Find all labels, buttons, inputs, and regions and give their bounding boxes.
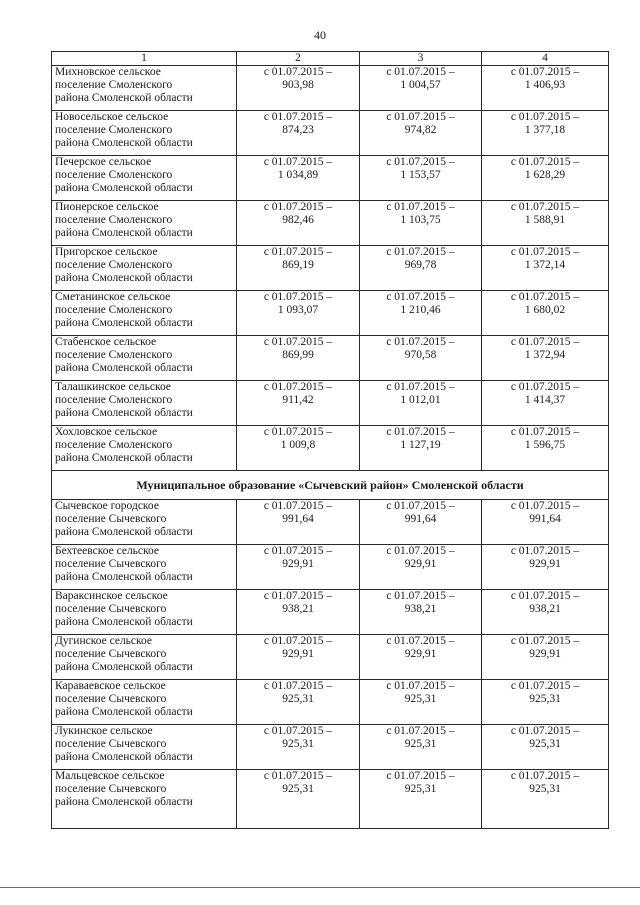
cell-text-line: 1 004,57 [400,79,441,91]
cell-text-line: района Смоленской области [55,706,193,718]
smolensk-district-rows [52,66,609,471]
cell-text-line: с 01.07.2015 – [510,381,580,393]
cell-text-line: 929,91 [404,558,437,570]
cell-text-line: 869,19 [282,259,314,271]
tariff-value-col3 [360,545,482,590]
cell-text-line: Лукинское сельское [55,725,153,737]
cell-text-line: 911,42 [282,394,314,406]
tariff-value-col2 [237,590,360,635]
table-row [52,590,609,635]
cell-text-line: с 01.07.2015 – [510,111,580,123]
cell-text-line: 929,91 [282,558,314,570]
table-row [52,770,609,829]
tariff-value-col3 [360,246,482,291]
cell-text-line: 925,31 [404,693,437,705]
settlement-name [52,725,237,770]
cell-text-line: поселение Смоленского [55,394,173,406]
cell-text-line: района Смоленской области [55,452,193,464]
cell-text-line: с 01.07.2015 – [263,590,333,602]
cell-text-line: с 01.07.2015 – [510,201,580,213]
tariff-value-col4 [482,336,609,381]
column-number: 3 [360,52,482,66]
cell-text-line: Талашкинское сельское [55,381,171,393]
cell-text-line: с 01.07.2015 – [386,66,455,78]
tariff-value-col3 [360,66,482,111]
table-row [52,545,609,590]
settlement-name [52,426,237,471]
cell-text-line: поселение Смоленского [55,79,173,91]
cell-text-line: с 01.07.2015 – [263,291,333,303]
cell-text-line: с 01.07.2015 – [510,426,580,438]
cell-text-line: 1 009,8 [280,439,316,451]
cell-text-line: Мальцевское сельское [55,770,165,782]
tariff-value-col2 [237,246,360,291]
cell-text-line: Караваевское сельское [55,680,166,692]
tariff-value-col4 [482,111,609,156]
cell-text-line: района Смоленской области [55,796,193,808]
cell-text-line: с 01.07.2015 – [263,336,333,348]
cell-text-line: поселение Сычевского [55,558,167,570]
cell-text-line: 1 628,29 [524,169,566,181]
tariff-value-col3 [360,725,482,770]
cell-text-line: с 01.07.2015 – [263,201,333,213]
cell-text-line: с 01.07.2015 – [386,680,455,692]
cell-text-line: Хохловское сельское [55,426,158,438]
settlement-name [52,680,237,725]
cell-text-line: 903,98 [282,79,314,91]
cell-text-line: 929,91 [529,648,561,660]
settlement-name [52,500,237,545]
cell-text-line: с 01.07.2015 – [263,66,333,78]
table-row [52,291,609,336]
cell-text-line: 1 588,91 [524,214,566,226]
settlement-name [52,111,237,156]
settlement-name [52,590,237,635]
cell-text-line: 991,64 [282,513,314,525]
cell-text-line: с 01.07.2015 – [510,635,580,647]
cell-text-line: 991,64 [529,513,561,525]
cell-text-line: 938,21 [404,603,437,615]
cell-text-line: с 01.07.2015 – [386,426,455,438]
tariff-value-col2 [237,500,360,545]
table-row [52,635,609,680]
cell-text-line: района Смоленской области [55,92,193,104]
cell-text-line: с 01.07.2015 – [510,680,580,692]
tariff-table [51,51,609,829]
table-row [52,111,609,156]
tariff-value-col4 [482,770,609,829]
cell-text-line: 1 414,37 [524,394,566,406]
cell-text-line: 929,91 [404,648,437,660]
cell-text-line: поселение Сычевского [55,783,167,795]
cell-text-line: поселение Смоленского [55,259,173,271]
cell-text-line: 1 596,75 [524,439,566,451]
cell-text-line: 1 680,02 [524,304,566,316]
cell-text-line: поселение Смоленского [55,349,173,361]
tariff-value-col2 [237,291,360,336]
table-row [52,680,609,725]
cell-text-line: с 01.07.2015 – [510,725,580,737]
cell-text-line: с 01.07.2015 – [510,336,580,348]
cell-text-line: 1 012,01 [400,394,441,406]
cell-text-line: с 01.07.2015 – [263,500,333,512]
tariff-value-col3 [360,201,482,246]
cell-text-line: района Смоленской области [55,661,193,673]
table-row [52,500,609,545]
cell-text-line: с 01.07.2015 – [510,590,580,602]
cell-text-line: с 01.07.2015 – [263,770,333,782]
cell-text-line: 1 103,75 [400,214,441,226]
cell-text-line: 925,31 [282,738,314,750]
tariff-value-col3 [360,500,482,545]
table-row [52,246,609,291]
cell-text-line: с 01.07.2015 – [510,66,580,78]
cell-text-line: поселение Сычевского [55,738,167,750]
cell-text-line: 969,78 [404,259,437,271]
tariff-value-col2 [237,381,360,426]
cell-text-line: Печерское сельское [55,156,152,168]
settlement-name [52,66,237,111]
cell-text-line: района Смоленской области [55,182,193,194]
section-header-row [52,471,609,500]
cell-text-line: с 01.07.2015 – [263,246,333,258]
cell-text-line: 938,21 [529,603,561,615]
cell-text-line: района Смоленской области [55,272,193,284]
tariff-value-col4 [482,590,609,635]
column-number: 1 [52,52,237,66]
cell-text-line: 925,31 [529,693,561,705]
cell-text-line: 1 210,46 [400,304,441,316]
settlement-name [52,246,237,291]
tariff-value-col3 [360,156,482,201]
sychevsky-district-rows [52,500,609,829]
tariff-value-col3 [360,111,482,156]
cell-text-line: с 01.07.2015 – [386,635,455,647]
cell-text-line: поселение Смоленского [55,214,173,226]
cell-text-line: 929,91 [529,558,561,570]
cell-text-line: с 01.07.2015 – [510,545,580,557]
table-row [52,336,609,381]
tariff-value-col2 [237,201,360,246]
table-row [52,381,609,426]
cell-text-line: поселение Смоленского [55,169,173,181]
cell-text-line: с 01.07.2015 – [386,291,455,303]
tariff-value-col4 [482,156,609,201]
cell-text-line: Бехтеевское сельское [55,545,160,557]
tariff-value-col4 [482,635,609,680]
cell-text-line: 970,58 [404,349,437,361]
cell-text-line: Вараксинское сельское [55,590,168,602]
cell-text-line: района Смоленской области [55,407,193,419]
table-row [52,426,609,471]
cell-text-line: поселение Смоленского [55,124,173,136]
cell-text-line: 925,31 [529,783,561,795]
tariff-value-col3 [360,291,482,336]
cell-text-line: 1 406,93 [524,79,566,91]
cell-text-line: поселение Смоленского [55,304,173,316]
cell-text-line: с 01.07.2015 – [386,201,455,213]
cell-text-line: Пригорское сельское [55,246,158,258]
cell-text-line: с 01.07.2015 – [510,770,580,782]
cell-text-line: поселение Сычевского [55,513,167,525]
tariff-value-col4 [482,201,609,246]
tariff-value-col2 [237,426,360,471]
cell-text-line: с 01.07.2015 – [263,156,333,168]
tariff-value-col2 [237,336,360,381]
cell-text-line: с 01.07.2015 – [386,156,455,168]
cell-text-line: 929,91 [282,648,314,660]
cell-text-line: 938,21 [282,603,314,615]
tariff-value-col3 [360,680,482,725]
cell-text-line: 1 372,94 [524,349,566,361]
cell-text-line: с 01.07.2015 – [386,381,455,393]
cell-text-line: Сычевское городское [55,500,159,512]
cell-text-line: с 01.07.2015 – [386,725,455,737]
column-number: 2 [237,52,360,66]
table-row [52,725,609,770]
cell-text-line: с 01.07.2015 – [386,246,455,258]
cell-text-line: 1 372,14 [524,259,566,271]
cell-text-line: 925,31 [529,738,561,750]
cell-text-line: с 01.07.2015 – [510,156,580,168]
tariff-value-col3 [360,590,482,635]
cell-text-line: Стабенское сельское [55,336,157,348]
settlement-name [52,381,237,426]
settlement-name [52,770,237,829]
tariff-value-col2 [237,156,360,201]
section-header [52,471,609,500]
cell-text-line: поселение Сычевского [55,648,167,660]
cell-text-line: с 01.07.2015 – [263,381,333,393]
settlement-name [52,201,237,246]
table-row [52,66,609,111]
tariff-value-col3 [360,770,482,829]
cell-text-line: района Смоленской области [55,227,193,239]
tariff-value-col2 [237,680,360,725]
cell-text-line: района Смоленской области [55,571,193,583]
cell-text-line: с 01.07.2015 – [386,590,455,602]
cell-text-line: района Смоленской области [55,751,193,763]
tariff-value-col3 [360,381,482,426]
cell-text-line: с 01.07.2015 – [510,500,580,512]
cell-text-line: 869,99 [282,349,314,361]
cell-text-line: 1 034,89 [277,169,319,181]
settlement-name [52,545,237,590]
tariff-value-col4 [482,246,609,291]
cell-text-line: 991,64 [404,513,437,525]
tariff-value-col4 [482,680,609,725]
tariff-value-col3 [360,635,482,680]
cell-text-line: с 01.07.2015 – [263,680,333,692]
cell-text-line: с 01.07.2015 – [386,500,455,512]
cell-text-line: 1 153,57 [400,169,441,181]
column-number: 4 [482,52,609,66]
footer-rule [0,887,640,888]
column-number-row [52,52,609,66]
cell-text-line: 925,31 [404,738,437,750]
cell-text-line: с 01.07.2015 – [263,545,333,557]
page-number: 40 [314,28,326,42]
tariff-value-col4 [482,725,609,770]
cell-text-line: 1 127,19 [400,439,441,451]
settlement-name [52,291,237,336]
cell-text-line: с 01.07.2015 – [386,111,455,123]
tariff-value-col4 [482,500,609,545]
tariff-value-col2 [237,66,360,111]
cell-text-line: с 01.07.2015 – [510,291,580,303]
tariff-value-col4 [482,545,609,590]
cell-text-line: с 01.07.2015 – [263,426,333,438]
cell-text-line: с 01.07.2015 – [510,246,580,258]
cell-text-line: поселение Сычевского [55,603,167,615]
tariff-value-col4 [482,381,609,426]
cell-text-line: поселение Смоленского [55,439,173,451]
cell-text-line: Михновское сельское [55,66,161,78]
cell-text-line: Новосельское сельское [55,111,169,123]
cell-text-line: с 01.07.2015 – [386,545,455,557]
cell-text-line: поселение Сычевского [55,693,167,705]
tariff-value-col2 [237,725,360,770]
cell-text-line: 925,31 [282,783,314,795]
cell-text-line: Сметанинское сельское [55,291,171,303]
cell-text-line: района Смоленской области [55,317,193,329]
cell-text-line: 1 377,18 [524,124,566,136]
tariff-value-col2 [237,770,360,829]
settlement-name [52,635,237,680]
cell-text-line: с 01.07.2015 – [386,770,455,782]
cell-text-line: района Смоленской области [55,137,193,149]
cell-text-line: 925,31 [404,783,437,795]
cell-text-line: района Смоленской области [55,362,193,374]
tariff-value-col4 [482,66,609,111]
cell-text-line: с 01.07.2015 – [263,111,333,123]
tariff-value-col2 [237,111,360,156]
cell-text-line: 982,46 [282,214,314,226]
cell-text-line: с 01.07.2015 – [263,635,333,647]
cell-text-line: Пионерское сельское [55,201,159,213]
tariff-value-col4 [482,426,609,471]
cell-text-line: с 01.07.2015 – [263,725,333,737]
cell-text-line: 925,31 [282,693,314,705]
cell-text-line: 974,82 [404,124,437,136]
cell-text-line: Дугинское сельское [55,635,153,647]
settlement-name [52,336,237,381]
tariff-value-col3 [360,426,482,471]
settlement-name [52,156,237,201]
table-row [52,201,609,246]
cell-text-line: 874,23 [282,124,314,136]
tariff-value-col4 [482,291,609,336]
section-title: Муниципальное образование «Сычевский район» Смоленской области [52,471,609,500]
tariff-value-col2 [237,635,360,680]
tariff-value-col2 [237,545,360,590]
cell-text-line: с 01.07.2015 – [386,336,455,348]
cell-text-line: района Смоленской области [55,526,193,538]
cell-text-line: района Смоленской области [55,616,193,628]
tariff-value-col3 [360,336,482,381]
table-row [52,156,609,201]
cell-text-line: 1 093,07 [277,304,319,316]
